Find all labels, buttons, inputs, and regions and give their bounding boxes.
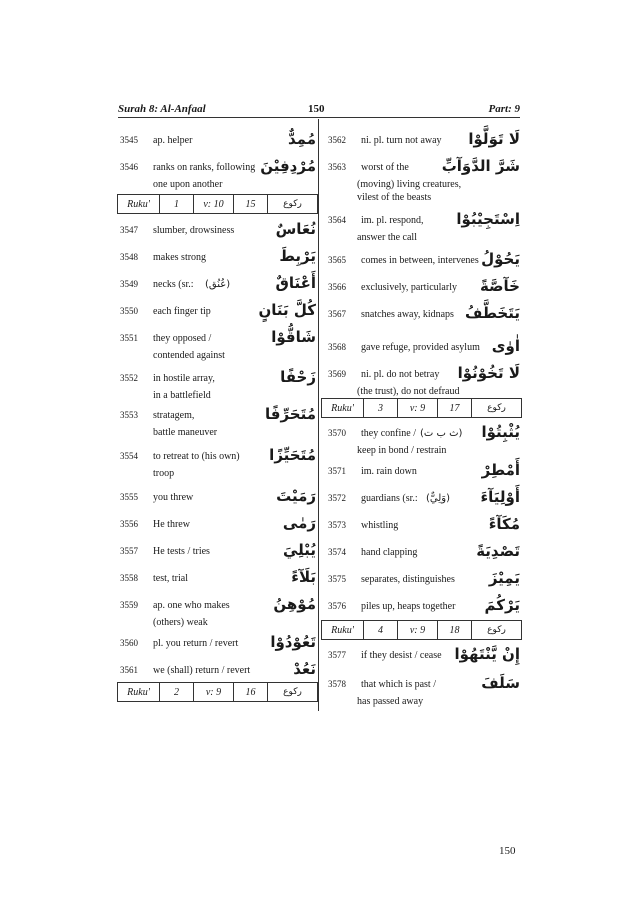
entry-arabic: مُمِدٌّ (287, 130, 316, 148)
entry-number: 3558 (120, 573, 138, 583)
entry-meaning: that which is past / (361, 679, 436, 690)
entry-number: 3552 (120, 373, 138, 383)
entry-meaning: worst of the (361, 162, 409, 173)
entry-meaning: ap. helper (153, 135, 193, 146)
entry-meaning: we (shall) return / revert (153, 665, 251, 676)
entry-arabic: كُلَّ بَنَانٍ (258, 301, 316, 319)
entry-arabic: يَرْبِطَ (279, 247, 316, 265)
entry-meaning: whistling (361, 520, 399, 531)
entry-number: 3578 (328, 679, 346, 689)
entry-number: 3548 (120, 252, 138, 262)
entry-arabic: شَرَّ الدَّوَآبِّ (441, 157, 520, 175)
entry-arabic: مُوْهِنُ (273, 595, 316, 613)
entry-arabic: سَلَفَ (481, 674, 520, 692)
entry-number: 3569 (328, 369, 346, 379)
entry-number: 3551 (120, 333, 138, 343)
entry-arabic: نُعَاسٌ (275, 220, 316, 238)
entry-arabic: لَا تَوَلَّوْا (468, 130, 520, 148)
entry-meaning: He tests / tries (153, 546, 210, 557)
list-item (328, 279, 520, 295)
entry-meaning-cont: (others) weak (153, 617, 208, 628)
list-item (120, 543, 316, 559)
ruku-label: Ruku' (322, 399, 364, 417)
list-item (120, 159, 316, 175)
list-item (328, 517, 520, 533)
entry-meaning: He threw (153, 519, 190, 530)
entry-number: 3575 (328, 574, 346, 584)
entry-number: 3554 (120, 451, 138, 461)
entry-meaning: gave refuge, provided asylum (361, 342, 480, 353)
entry-arabic: يَرْكُمَ (484, 596, 520, 614)
entry-arabic: يَتَخَطَّفُ (464, 304, 520, 322)
entry-arabic: يَحُوْلُ (481, 250, 520, 268)
entry-number: 3572 (328, 493, 346, 503)
entry-meaning: separates, distinguishes (361, 574, 455, 585)
entry-meaning-cont: answer the call (357, 232, 417, 243)
entry-meaning-cont: one upon another (153, 179, 223, 190)
list-item (328, 132, 520, 148)
entry-number: 3566 (328, 282, 346, 292)
ruku-box (117, 194, 318, 214)
entry-meaning: snatches away, kidnaps (361, 309, 454, 320)
entry-number: 3568 (328, 342, 346, 352)
entry-meaning-cont: battle maneuver (153, 427, 218, 438)
entry-singular: (وَلِيٌّ) (426, 493, 451, 504)
entry-arabic: مُرْدِفِيْنَ (260, 157, 316, 175)
list-item (120, 249, 316, 265)
entry-meaning-cont: (the trust), do not defraud (357, 386, 460, 397)
entry-meaning: they confine / (361, 428, 416, 439)
ruku-verses: v: 9 (398, 621, 438, 639)
entry-meaning: guardians (sr.: (361, 493, 418, 504)
entry-arabic: أَمْطِرْ (481, 461, 520, 479)
entry-meaning: ni. pl. turn not away (361, 135, 442, 146)
entry-arabic: مُتَحَيِّزًا (269, 446, 316, 464)
list-item (328, 159, 520, 175)
list-item (120, 132, 316, 148)
entry-arabic: مُتَحَرِّفًا (264, 405, 316, 423)
entry-meaning: im. pl. respond, (361, 215, 424, 226)
entry-arabic: يُثْبِتُوْا (481, 423, 520, 441)
entry-number: 3567 (328, 309, 346, 319)
list-item (120, 635, 316, 651)
entry-meaning: ranks on ranks, following (153, 162, 256, 173)
entry-arabic: اٰوٰى (491, 337, 520, 355)
entry-meaning-cont: keep in bond / restrain (357, 445, 447, 456)
ruku-arabic: رکوع (487, 403, 506, 413)
entry-number: 3555 (120, 492, 138, 502)
entry-meaning: in hostile array, (153, 373, 215, 384)
ruku-number: 1 (160, 195, 194, 213)
list-item (328, 306, 520, 322)
entry-number: 3550 (120, 306, 138, 316)
entry-number: 3553 (120, 410, 138, 420)
entry-number: 3570 (328, 428, 346, 438)
entry-meaning-cont: (moving) living creatures, (357, 179, 462, 190)
entry-number: 3562 (328, 135, 346, 145)
entry-arabic: نَعُدْ (293, 660, 316, 678)
entry-meaning-cont: in a battlefield (153, 390, 211, 401)
header-rule (118, 117, 520, 118)
entry-number: 3549 (120, 279, 138, 289)
entry-arabic: يُبْلِيَ (282, 541, 316, 559)
list-item (120, 516, 316, 532)
part-label: Part: 9 (488, 103, 520, 115)
list-item (328, 571, 520, 587)
list-item (120, 276, 316, 292)
list-item (328, 366, 520, 382)
entry-arabic: مُكَآءً (488, 515, 520, 533)
entry-number: 3574 (328, 547, 346, 557)
list-item (328, 598, 520, 614)
ruku-number: 2 (160, 683, 194, 701)
entry-meaning: ni. pl. do not betray (361, 369, 440, 380)
entry-meaning: exclusively, particularly (361, 282, 457, 293)
list-item (120, 407, 316, 423)
list-item (120, 448, 316, 464)
ruku-label: Ruku' (322, 621, 364, 639)
list-item (120, 303, 316, 319)
entry-meaning: hand clapping (361, 547, 418, 558)
entry-meaning: they opposed / (153, 333, 212, 344)
entry-meaning-cont: has passed away (357, 696, 424, 707)
column-divider (318, 119, 319, 711)
entry-arabic: رَمٰى (282, 514, 316, 532)
entry-arabic: إِنْ يَّنْتَهُوْا (454, 645, 520, 663)
list-item (328, 544, 520, 560)
entry-arabic: يَمِيْزَ (488, 569, 520, 587)
entry-meaning-cont: vilest of the beasts (357, 192, 432, 203)
entry-arabic: أَعْنَاقٌ (275, 274, 316, 292)
list-item (328, 647, 520, 663)
entry-meaning: if they desist / cease (361, 650, 442, 661)
ruku-label: Ruku' (118, 683, 160, 701)
entry-meaning: ap. one who makes (153, 600, 230, 611)
entry-number: 3571 (328, 466, 346, 476)
entry-arabic: لَا تَخُوْنُوْا (457, 364, 520, 382)
entry-arabic: زَحْفًا (280, 368, 316, 386)
ruku-verses: v: 9 (398, 399, 438, 417)
entry-meaning: makes strong (153, 252, 207, 263)
ruku-number: 3 (364, 399, 398, 417)
ruku-count: 18 (438, 621, 472, 639)
ruku-box (321, 620, 522, 640)
ruku-arabic: رکوع (283, 199, 302, 209)
entry-number: 3561 (120, 665, 138, 675)
page-number-header: 150 (308, 103, 325, 115)
list-item (328, 490, 520, 506)
entry-number: 3557 (120, 546, 138, 556)
ruku-arabic: رکوع (283, 687, 302, 697)
entry-arabic: أَوْلِيَآءَ (480, 488, 520, 506)
ruku-verses: v: 9 (194, 683, 234, 701)
ruku-label: Ruku' (118, 195, 160, 213)
entry-meaning: each finger tip (153, 306, 211, 317)
surah-title: Surah 8: Al-Anfaal (118, 103, 206, 115)
ruku-count: 15 (234, 195, 268, 213)
entry-number: 3546 (120, 162, 138, 172)
page-number-footer: 150 (499, 845, 516, 857)
entry-number: 3573 (328, 520, 346, 530)
entry-meaning: im. rain down (361, 466, 417, 477)
entry-number: 3576 (328, 601, 346, 611)
ruku-box (117, 682, 318, 702)
entry-number: 3565 (328, 255, 346, 265)
entry-meaning-cont: contended against (153, 350, 225, 361)
entry-arabic: بَلَآءً (291, 568, 316, 586)
ruku-number: 4 (364, 621, 398, 639)
list-item (120, 597, 316, 613)
list-item (120, 370, 316, 386)
entry-meaning: comes in between, intervenes (361, 255, 479, 266)
list-item (328, 212, 520, 228)
entry-meaning: pl. you return / revert (153, 638, 239, 649)
ruku-count: 16 (234, 683, 268, 701)
entry-meaning: piles up, heaps together (361, 601, 456, 612)
ruku-verses: v: 10 (194, 195, 234, 213)
list-item (328, 252, 520, 268)
entry-singular: (عُنُق) (205, 279, 231, 290)
entry-meaning: to retreat to (his own) (153, 451, 240, 462)
entry-arabic: شَاقُّوْا (271, 328, 316, 346)
entry-arabic: رَمَيْتَ (276, 487, 316, 505)
entry-number: 3563 (328, 162, 346, 172)
entry-arabic: تَعُوْدُوْا (270, 633, 316, 651)
list-item (328, 425, 520, 441)
list-item (120, 489, 316, 505)
entry-number: 3545 (120, 135, 138, 145)
entry-meaning: slumber, drowsiness (153, 225, 235, 236)
entry-number: 3564 (328, 215, 346, 225)
list-item (120, 222, 316, 238)
entry-root: (ث ب ت) (420, 428, 463, 439)
list-item (328, 339, 520, 355)
entry-meaning-cont: troop (153, 468, 175, 479)
ruku-count: 17 (438, 399, 472, 417)
entry-meaning: necks (sr.: (153, 279, 194, 290)
entry-number: 3559 (120, 600, 138, 610)
entry-arabic: خَآصَّةً (479, 277, 520, 295)
list-item (328, 676, 520, 692)
list-item (120, 570, 316, 586)
entry-arabic: اِسْتَجِيْبُوْا (456, 210, 520, 228)
list-item (120, 330, 316, 346)
entry-arabic: تَصْدِيَةً (476, 542, 520, 560)
ruku-box (321, 398, 522, 418)
entry-number: 3556 (120, 519, 138, 529)
entry-number: 3560 (120, 638, 138, 648)
entry-meaning: stratagem, (153, 410, 195, 421)
entry-number: 3547 (120, 225, 138, 235)
ruku-arabic: رکوع (487, 625, 506, 635)
entry-meaning: test, trial (153, 573, 188, 584)
list-item (328, 463, 520, 479)
entry-meaning: you threw (153, 492, 194, 503)
list-item (120, 662, 316, 678)
entry-number: 3577 (328, 650, 346, 660)
